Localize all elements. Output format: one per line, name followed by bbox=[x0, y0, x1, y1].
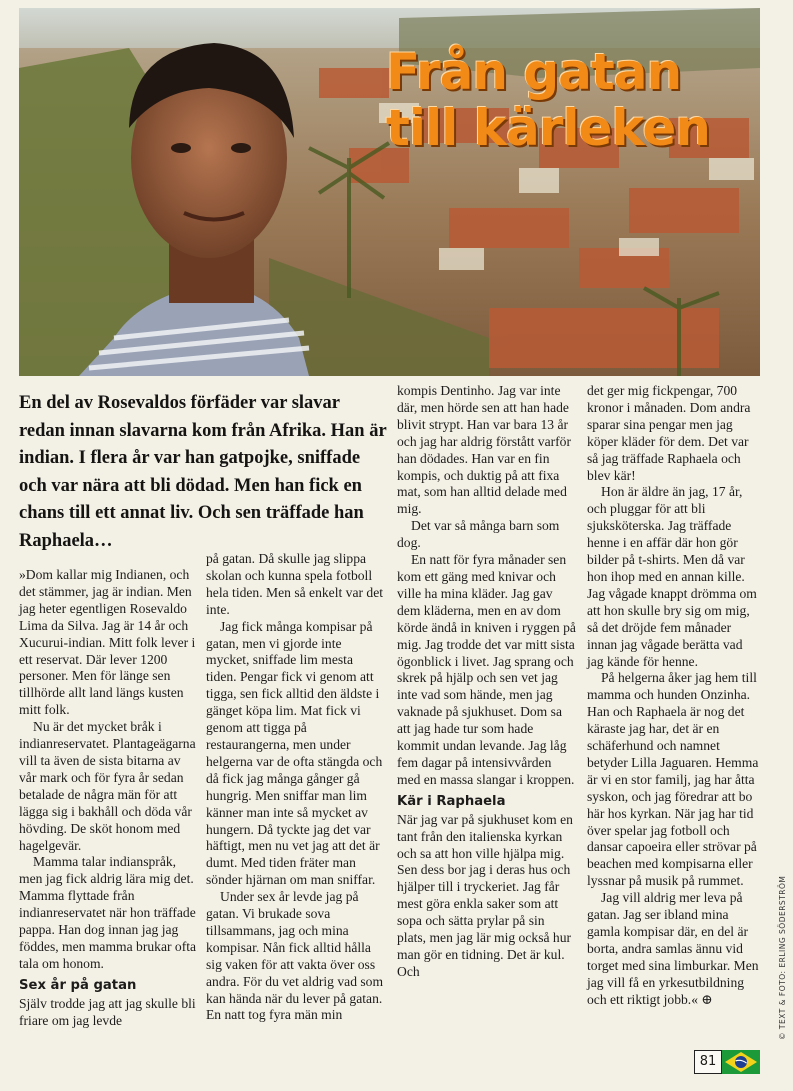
photo-credit-text: © TEXT & FOTO: ERLING SÖDERSTRÖM bbox=[778, 875, 787, 1040]
paragraph: Hon är äldre än jag, 17 år, och pluggar för att bli sjuksköterska. Jag träffade henne i en affär där hon gör bilder på t-shirts. Men då var hon ihop med en annan kille. Jag vågade knappt drömma om att hon skulle bry sig om mig, så det dröjde fem månader innan jag vågade berätta vad jag kände för henne. bbox=[587, 484, 757, 669]
paragraph: »Dom kallar mig Indianen, och det stämmer, jag är indian. Men jag heter egentligen Rosevaldo Lima da Silva. Jag är 14 år och Xucurui-indian. Mitt folk lever i ett reservat. Där lever 1200 personer. Men för länge sen tillhörde allt land längs kusten mitt folk. bbox=[19, 567, 196, 718]
paragraph: Jag fick många kompisar på gatan, men vi gjorde inte mycket, sniffade lim mesta tiden. Pengar fick vi genom att tigga, sen fick alltid den äldste i gänget köpa lim. Mat fick vi genom att tigga på restaurangerna, men under helgerna var de ofta stängda och då fick jag många gånger gå hungrig. Men sniffar man lim känner man inte så mycket av hungern. Då tyckte jag det var häftigt, men nu vet jag att det är dumt. Med tiden fräter man sönder hjärnan om man sniffar. bbox=[206, 618, 383, 888]
paragraph: En natt för fyra månader sen kom ett gäng med knivar och ville ha mina kläder. Jag gav dem kläderna, men en av dom körde ändå in kniven i ryggen på mig. Jag trodde det var mitt sista ögonblick i livet. Jag sprang och skrek på hjälp och sen vet jag inte vad som hände, men jag vaknade på sjukhuset. Dom sa att jag hade tur som hade kommit undan levande. Jag låg fem dagar på intensivvården med en massa slangar i kroppen. bbox=[397, 552, 576, 787]
photo-credit bbox=[778, 875, 793, 1050]
paragraph: kompis Dentinho. Jag var inte där, men hörde sen att han hade blivit strypt. Han var bara 13 år och jag har aldrig förstått varför han dödades. Han var en fin kompis, och duktig på att fixa mat, som han alltid delade med mig. bbox=[397, 383, 572, 517]
brazil-flag-icon bbox=[722, 1050, 760, 1074]
subheading-sex-ar-pa-gatan: Sex år på gatan bbox=[19, 977, 137, 993]
paragraph: Jag vill aldrig mer leva på gatan. Jag ser ibland mina gamla kompisar där, en del är borta, andra samlas ännu vid torget med sina limburkar. Men jag vill få en yrkesutbildning och ett riktigt jobb.« ⊕ bbox=[587, 890, 759, 1007]
column-3 bbox=[397, 383, 577, 981]
paragraph: När jag var på sjukhuset kom en tant från den italienska kyrkan och sa att hon ville hjälpa mig. Sen dess bor jag i deras hus och hjälper till i tryckeriet. Jag får mest göra enkla saker som att sopa och sätta prylar på sin plats, men jag lär mig också hur man gör en tidning. Det är kul. Och bbox=[397, 811, 573, 979]
article-intro: En del av Rosevaldos förfäder var slavar redan innan slavarna kom från Afrika. Han är indian. I flera år var han gatpojke, sniffade och var nära att bli dödad. Men han fick en chans till ett annat liv. Och sen träffade han Raphaela… bbox=[19, 393, 387, 551]
paragraph: Nu är det mycket bråk i indianreservatet. Plantageägarna vill ta även de sista bitarna av vår mark och för fyra år sedan betalade de några män för att lägga sig i bakhåll och döda vår hövding. De sköt honom med hagelgevär. bbox=[19, 719, 196, 853]
paragraph: Mamma talar indianspråk, men jag fick aldrig lära mig det. Mamma flyttade från indianreservatet när hon träffade pappa. Han dog innan jag jag föddes, men mamma brukar ofta tala om honom. bbox=[19, 854, 197, 971]
article-headline bbox=[386, 44, 746, 156]
column-2 bbox=[206, 551, 386, 1024]
column-1 bbox=[19, 567, 197, 1030]
paragraph: på gatan. Då skulle jag slippa skolan och kunna spela fotboll hela tiden. Men så enkelt var det inte. bbox=[206, 551, 384, 617]
page-number: 81 bbox=[694, 1050, 722, 1074]
column-4 bbox=[587, 383, 761, 1009]
paragraph: Det var så många barn som dog. bbox=[397, 518, 560, 551]
subheading-kar-i-raphaela: Kär i Raphaela bbox=[397, 793, 506, 809]
paragraph: Själv trodde jag att jag skulle bli friare om jag levde bbox=[19, 995, 196, 1028]
paragraph: Under sex år levde jag på gatan. Vi brukade sova tillsammans, jag och mina kompisar. Nån fick alltid hålla sig vaken för att vakta över oss andra. För du vet aldrig vad som kan hända när du lever på gatan. En natt tog fyra män min bbox=[206, 889, 384, 1023]
paragraph: det ger mig fickpengar, 700 kronor i månaden. Dom andra sparar sina pengar men jag köper kläder för dem. Det var så jag träffade Raphaela och blev kär! bbox=[587, 383, 751, 483]
paragraph: På helgerna åker jag hem till mamma och hunden Onzinha. Han och Raphaela är nog det käraste jag har, det är en schäferhund och namnet betyder Lilla Jaguaren. Hemma är vi en stor familj, jag har åtta syskon, och jag föredrar att bo här hos kyrkan. När jag har tid över spelar jag fotboll och dansar capoeira eller strövar på beachen med kompisarna eller lyssnar på musik på rummet. bbox=[587, 670, 759, 889]
headline-line-2: till kärleken bbox=[386, 99, 710, 157]
headline-line-1: Från gatan bbox=[386, 43, 682, 101]
